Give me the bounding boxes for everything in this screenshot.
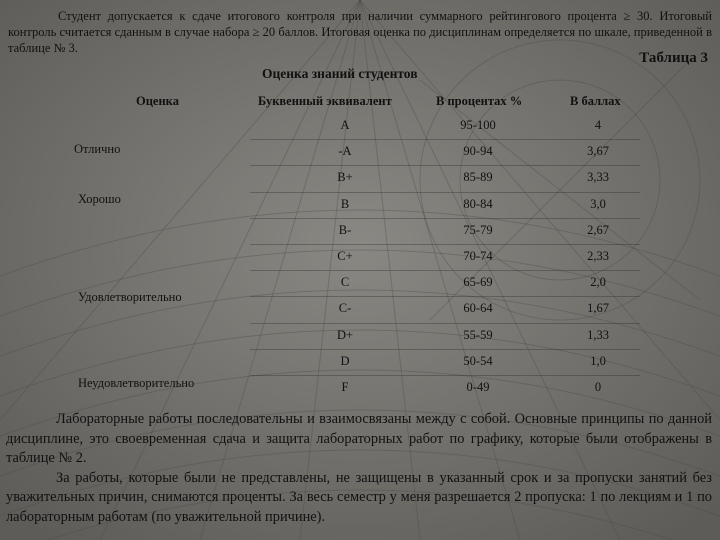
row-divider <box>250 296 640 297</box>
percent-cell: 90-94 <box>463 144 493 158</box>
header-percent: В процентах % <box>436 94 523 108</box>
points-cell: 1,33 <box>587 328 609 342</box>
points-cell: 1,0 <box>590 354 606 368</box>
header-points: В баллах <box>570 94 621 108</box>
letter-cell: C <box>340 275 350 289</box>
intro-paragraph: Студент допускается к сдаче итогового контроля при наличии суммарного рейтингового процента ≥ 30. Итоговый контроль считается сданным в случае набора ≥ 20 баллов. Итоговая оценка по дисциплинам определяется по шкале, приведенной в таблице № 3. <box>8 9 712 55</box>
points-cell: 0 <box>594 380 602 394</box>
row-divider <box>250 323 640 324</box>
header-letter: Буквенный эквивалент <box>258 94 392 108</box>
percent-cell: 65-69 <box>463 275 493 289</box>
letter-cell: A <box>340 118 350 132</box>
row-divider <box>250 270 640 271</box>
intro-text <box>8 8 712 56</box>
points-cell: 3,33 <box>587 170 609 184</box>
table-title: Оценка знаний студентов <box>262 66 418 81</box>
percent-cell: 80-84 <box>463 197 493 211</box>
letter-cell: B <box>340 197 350 211</box>
grade-excellent: Отлично <box>74 142 121 156</box>
footer-paragraph-1: Лабораторные работы последовательны и взаимосвязаны между с собой. Основные принципы по данной дисциплине, это своевременная сдача и защита лабораторных работ по графику, которые были отображены в таблице № 2. <box>6 411 712 466</box>
letter-cell: C+ <box>337 249 353 263</box>
points-cell: 1,67 <box>587 301 609 315</box>
footer-paragraph-2: За работы, которые были не представлены, не защищены в указанный срок и за пропуски занятий без уважительных причин, снимаются проценты. За весь семестр у меня разрешается 2 пропуска: 1 по лекциям и 1 по лабораторным работам (по уважительной причине). <box>6 469 712 525</box>
letter-cell: D+ <box>336 328 354 342</box>
header-grade: Оценка <box>136 94 179 108</box>
percent-cell: 0-49 <box>466 380 490 394</box>
row-divider <box>250 375 640 376</box>
row-divider <box>250 165 640 166</box>
row-divider <box>250 244 640 245</box>
letter-cell: D <box>340 354 350 368</box>
letter-cell: F <box>341 380 349 394</box>
letter-cell: B- <box>338 223 352 237</box>
percent-cell: 85-89 <box>463 170 493 184</box>
points-cell: 4 <box>594 118 602 132</box>
letter-cell: C- <box>338 301 352 315</box>
points-cell: 2,0 <box>590 275 606 289</box>
percent-cell: 55-59 <box>463 328 493 342</box>
grade-unsatisfactory: Неудовлетворительно <box>78 376 195 390</box>
footer-text <box>6 410 712 527</box>
grade-satisfactory: Удовлетворительно <box>78 290 182 304</box>
row-divider <box>250 218 640 219</box>
percent-cell: 95-100 <box>460 118 496 132</box>
table-number: Таблица 3 <box>639 50 708 66</box>
percent-cell: 50-54 <box>463 354 493 368</box>
row-divider <box>250 139 640 140</box>
percent-cell: 75-79 <box>463 223 493 237</box>
row-divider <box>250 349 640 350</box>
letter-cell: B+ <box>337 170 353 184</box>
percent-cell: 70-74 <box>463 249 493 263</box>
letter-cell: -A <box>338 144 352 158</box>
points-cell: 2,67 <box>587 223 609 237</box>
points-cell: 3,0 <box>590 197 606 211</box>
points-cell: 3,67 <box>587 144 609 158</box>
percent-cell: 60-64 <box>463 301 493 315</box>
grade-good: Хорошо <box>78 192 121 206</box>
row-divider <box>250 192 640 193</box>
points-cell: 2,33 <box>587 249 609 263</box>
